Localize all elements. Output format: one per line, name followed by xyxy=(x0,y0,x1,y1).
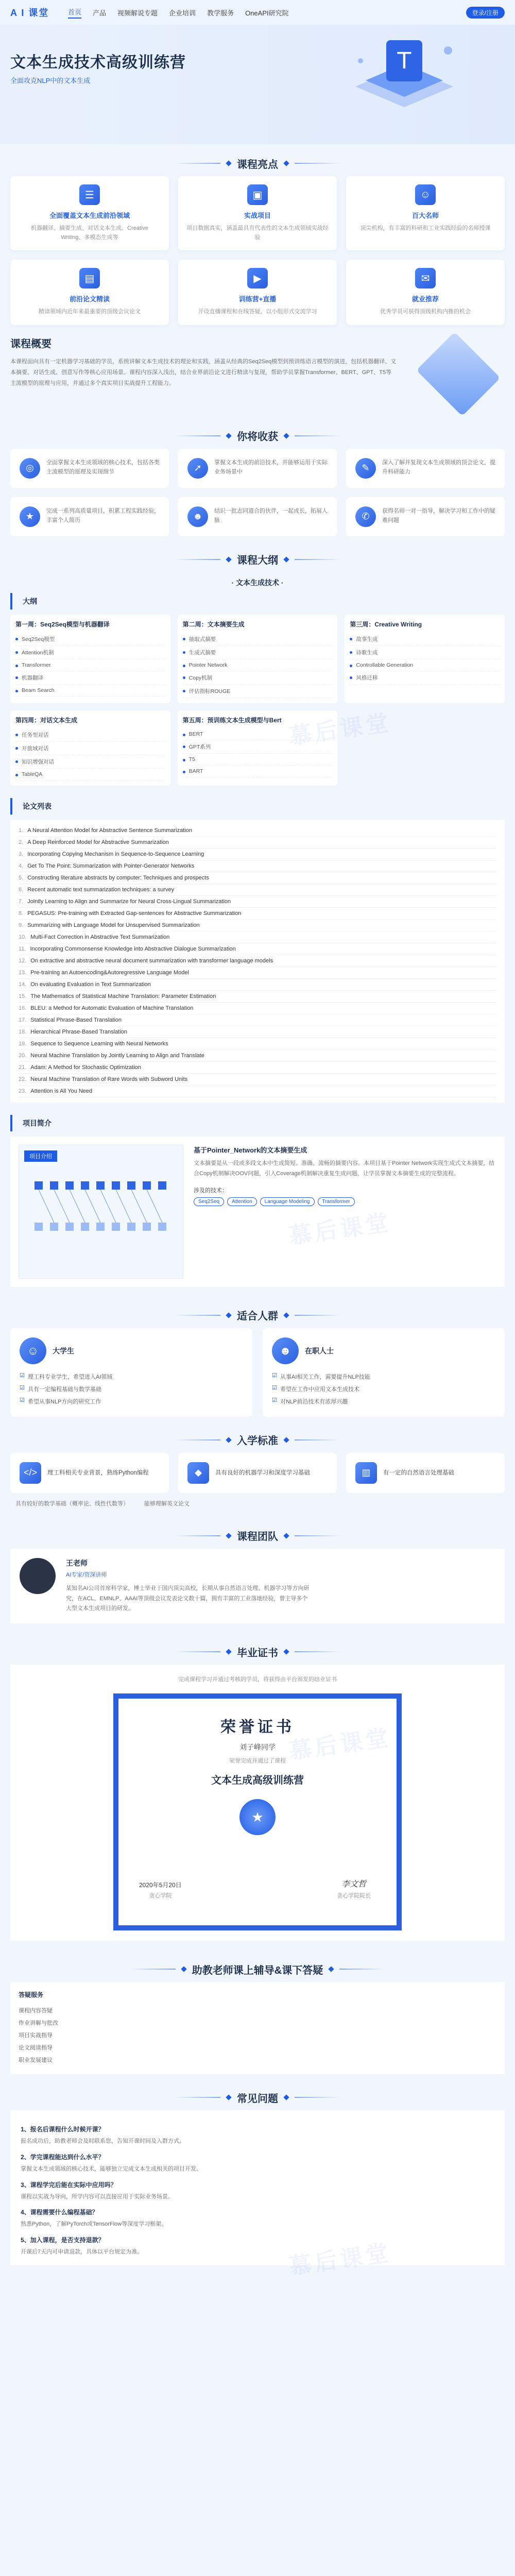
support-title: 助教老师课上辅导&课下答疑 xyxy=(0,1956,515,1982)
gain-item: ✆ 获得名师一对一指导，解决学习和工作中的疑难问题 xyxy=(346,497,505,536)
nav-item-products[interactable]: 产品 xyxy=(93,9,107,17)
paper-item: 9. Summarizing with Language Model for Unsupervised Summarization xyxy=(19,920,496,931)
paper-item: 18. Hierarchical Phrase-Based Translation xyxy=(19,1026,496,1038)
syllabus-columns xyxy=(0,615,515,786)
chart-icon: ▥ xyxy=(355,1462,377,1484)
overview-title: 课程概要 xyxy=(10,338,52,350)
code-icon: </> xyxy=(20,1462,41,1484)
gain-item: ➚ 掌握文本生成的前沿技术，并能够运用于实际业务场景中 xyxy=(178,449,337,488)
papers-list xyxy=(10,820,505,1103)
certificate-intro: 完成课程学习并通过考核的学员，将获得由平台颁发的结业证书 xyxy=(178,1676,337,1683)
faq-question[interactable]: 1、报名后课程什么时候开课？ xyxy=(21,2126,105,2133)
entry-notes: 具有较好的数学基础（概率论、线性代数等） 能够理解英文论文 xyxy=(15,1500,190,1507)
paper-item: 15. The Mathematics of Statistical Machine Translation: Parameter Estimation xyxy=(19,991,496,1003)
teacher-icon: ☺ xyxy=(415,184,436,205)
worker-icon: ☻ xyxy=(272,1337,299,1364)
faq-question[interactable]: 3、课程学完后能在实际中应用吗？ xyxy=(21,2181,117,2189)
paper-item: 23. Attention is All You Need xyxy=(19,1086,496,1097)
chat-icon: ✆ xyxy=(355,506,376,527)
overview-text: 本课程面向具有一定机器学习基础的学员，系统讲解文本生成技术的理论和实践，涵盖从经典的Seq2Seq模型到预训练语言模型的演进，包括机器翻译、文本摘要、对话生成、创意写作等核心应用场景。课程内容深入浅出，结合业界前沿论文进行精读与复现，帮助学员掌握Transformer、BERT、GPT、T5等主流模型的原理与应用，并通过多个真实项目实战提升工程能力。 xyxy=(10,358,397,386)
gain-item: ✎ 深入了解并复现文本生成领域的顶会论文，提升科研能力 xyxy=(346,449,505,488)
audience-grid xyxy=(0,1328,515,1417)
project-panel xyxy=(10,1137,505,1287)
audience-title: 适合人群 xyxy=(0,1302,515,1328)
layers-icon: ☰ xyxy=(79,184,100,205)
entry-item: ▥ 有一定的自然语言处理基础 xyxy=(346,1453,505,1493)
highlight-card: ▣ 实战项目 项目数据真实，涵盖最具有代表性的文本生成领域实战经验 xyxy=(178,176,337,250)
certificate-section xyxy=(10,1665,505,1941)
highlight-card: ☺ 百大名师 顶尖机构，有丰富的科研和工业实践经验的名师授课 xyxy=(346,176,505,250)
paper-item: 7. Jointly Learning to Align and Summarize for Neural Cross-Lingual Summarization xyxy=(19,896,496,908)
top-nav xyxy=(0,0,515,25)
paper-item: 5. Constructing literature abstracts by computer: Techniques and prospects xyxy=(19,872,496,884)
login-button[interactable]: 登录/注册 xyxy=(466,7,505,19)
paper-item: 21. Adam: A Method for Stochastic Optimization xyxy=(19,1062,496,1074)
gain-item: ◎ 全面掌握文本生成领域的核心技术，包括各类主流模型的原理及实现细节 xyxy=(10,449,169,488)
highlights-grid xyxy=(0,176,515,325)
hero-illustration xyxy=(345,30,464,133)
project-title: 项目简介 xyxy=(10,1115,505,1131)
syllabus-section-label: 大纲 xyxy=(10,593,505,609)
trophy-icon: ★ xyxy=(20,506,40,527)
highlight-card: ▶ 训练营+直播 开设直播课程和在线答疑，以小组形式交流学习 xyxy=(178,260,337,325)
paper-item: 12. On extractive and abstractive neural document summarization with transformer language models xyxy=(19,955,496,967)
live-icon: ▶ xyxy=(247,268,268,289)
svg-text:T: T xyxy=(397,48,411,74)
team-title: 课程团队 xyxy=(0,1523,515,1549)
paper-item: 22. Neural Machine Translation of Rare Words with Subword Units xyxy=(19,1074,496,1086)
teacher-desc: 某知名AI公司首席科学家，博士毕业于国内顶尖高校，长期从事自然语言处理、机器学习等方向研究，在ACL、EMNLP、AAAI等顶级会议发表论文数十篇，拥有丰富的工业落地经验，曾主导多个大型文本生成项目的研发。 xyxy=(66,1585,310,1612)
watermark: 慕后课堂 xyxy=(287,710,393,750)
briefcase-icon: ✉ xyxy=(415,268,436,289)
nav-item-enterprise[interactable]: 企业培训 xyxy=(169,9,196,17)
paper-item: 1. A Neural Attention Model for Abstractive Sentence Summarization xyxy=(19,825,496,837)
tech-tag: Transformer xyxy=(318,1197,355,1206)
overview-illustration xyxy=(416,332,500,416)
syllabus-week: 第四周：对话文本生成 任务型对话 开放域对话 知识增强对话 TableQA xyxy=(10,710,170,786)
tech-tag: Attention xyxy=(227,1197,256,1206)
entry-item: ◆ 具有良好的机器学习和深度学习基础 xyxy=(178,1453,337,1493)
faq-panel: 1、报名后课程什么时候开课？ 报名成功后，助教老师会及时联系您，告知开课时间及入群方式。 2、学完课程能达到什么水平？ 掌握文本生成领域的核心技术，能够独立完成文本生成相关的项目开发。 3、课程学完后能在实际中应用吗？ 课程以实战为导向，所学内容可以直接应用于实际业务场景。 4、课程需要什么编程基础？ 熟悉Python，了解PyTorch或TensorFlow等深度学习框架。 5、加入课程，是否支持退款？ 开课后7天内可申请退款，具体以平台规定为准。 xyxy=(10,2110,505,2265)
syllabus-week: 第一周：Seq2Seq模型与机器翻译 Seq2Seq模型 Attention机制 Transformer 机器翻译 Beam Search xyxy=(10,615,170,703)
project-diagram xyxy=(19,1145,183,1279)
faq-title: 常见问题 xyxy=(0,2084,515,2110)
entry-item: </> 理工科相关专业背景，熟练Python编程 xyxy=(10,1453,169,1493)
paper-item: 11. Incorporating Commonsense Knowledge into Abstractive Dialogue Summarization xyxy=(19,943,496,955)
entry-grid xyxy=(0,1453,515,1493)
certificate-image: 荣誉证书 刘子峰同学 荣誉完成并通过了课程 文本生成高级训练营 ★ 2020年5月20日 贪心学院 李文哲 贪心学院院长 xyxy=(113,1693,402,1930)
faq-question[interactable]: 5、加入课程，是否支持退款？ xyxy=(21,2236,105,2244)
teacher-name: 王老师 xyxy=(66,1558,88,1567)
project-tab[interactable]: 项目介绍 xyxy=(24,1150,57,1162)
paper-item: 4. Get To The Point: Summarization with Pointer-Generator Networks xyxy=(19,860,496,872)
certificate-title: 毕业证书 xyxy=(0,1639,515,1665)
faq-question[interactable]: 4、课程需要什么编程基础？ xyxy=(21,2209,98,2216)
project-name: 基于Pointer_Network的文本摘要生成 xyxy=(194,1146,307,1154)
rocket-icon: ➚ xyxy=(187,458,208,479)
course-overview xyxy=(0,325,515,423)
papers-title: 论文列表 xyxy=(10,798,505,815)
paper-item: 10. Multi-Fact Correction in Abstractive Text Summarization xyxy=(19,931,496,943)
gain-item: ★ 完成一系列高质量项目，积累工程实践经验，丰富个人简历 xyxy=(10,497,169,536)
teacher-avatar xyxy=(20,1558,56,1594)
tech-tag: Language Modeling xyxy=(260,1197,315,1206)
highlight-card: ✉ 就业推荐 优秀学员可获得顶级机构内推的机会 xyxy=(346,260,505,325)
paper-item: 17. Statistical Phrase-Based Translation xyxy=(19,1014,496,1026)
gains-grid xyxy=(0,449,515,536)
highlights-title: 课程亮点 xyxy=(0,150,515,176)
gains-title: 你将收获 xyxy=(0,423,515,449)
nav-item-home[interactable]: 首页 xyxy=(68,7,81,19)
syllabus-week: 第三周：Creative Writing 故事生成 诗歌生成 Controllable Generation 风格迁移 xyxy=(345,615,505,703)
paper-item: 6. Recent automatic text summarization techniques: a survey xyxy=(19,884,496,896)
paper-item: 3. Incorporating Copying Mechanism in Sequence-to-Sequence Learning xyxy=(19,849,496,860)
tech-tag: Seq2Seq xyxy=(194,1197,224,1206)
paper-icon: ✎ xyxy=(355,458,376,479)
paper-item: 2. A Deep Reinforced Model for Abstractive Summarization xyxy=(19,837,496,849)
audience-card: ☻ 在职人士 ☑ 从事AI相关工作，需要提升NLP技能 ☑ 希望在工作中应用文本生成技术 ☑ 对NLP前沿技术有浓厚兴趣 xyxy=(263,1328,505,1417)
paper-item: 19. Sequence to Sequence Learning with Neural Networks xyxy=(19,1038,496,1050)
gain-item: ☻ 结识一批志同道合的伙伴，一起成长，拓展人脉 xyxy=(178,497,337,536)
nav-item-institute[interactable]: OneAPI研究院 xyxy=(245,9,289,17)
syllabus-week: 第二周：文本摘要生成 抽取式摘要 生成式摘要 Pointer Network Copy机制 评估指标ROUGE xyxy=(178,615,338,703)
medal-icon: ★ xyxy=(239,1799,276,1835)
teacher-card xyxy=(10,1549,505,1623)
nav-item-teaching[interactable]: 教学服务 xyxy=(207,9,234,17)
syllabus-week: 第五周：预训练文本生成模型与Bert BERT GPT系列 T5 BART xyxy=(178,710,338,786)
paper-item: 8. PEGASUS: Pre-training with Extracted Gap-sentences for Abstractive Summarization xyxy=(19,908,496,920)
teacher-role: AI专家/资深讲师 xyxy=(66,1571,107,1578)
tech-label: 涉及的技术： xyxy=(194,1188,228,1194)
audience-card: ☺ 大学生 ☑ 理工科专业学生，希望进入AI领域 ☑ 具有一定编程基础与数学基础 ☑ 希望从事NLP方向的研究工作 xyxy=(10,1328,252,1417)
hero-banner xyxy=(0,25,515,144)
highlight-card: ☰ 全面覆盖文本生成前沿领域 机器翻译、摘要生成、对话文本生成、Creative Writing、多模态生成等 xyxy=(10,176,169,250)
paper-item: 14. On evaluating Evaluation in Text Summarization xyxy=(19,979,496,991)
faq-question[interactable]: 2、学完课程能达到什么水平？ xyxy=(21,2153,105,2161)
site-logo[interactable]: A I 课堂 xyxy=(10,8,49,18)
project-icon: ▣ xyxy=(247,184,268,205)
paper-item: 16. BLEU: a Method for Automatic Evaluation of Machine Translation xyxy=(19,1003,496,1014)
highlight-card: ▤ 前沿论文精读 精读领域内近年来最重要的顶级会议论文 xyxy=(10,260,169,325)
support-panel: 答疑服务 课程内容答疑 作业讲解与批改 项目实战指导 论文阅读指导 职业发展建议 xyxy=(10,1982,505,2074)
nav-item-video[interactable]: 视频解说专题 xyxy=(117,9,158,17)
page-title: 文本生成技术高级训练营 xyxy=(10,54,186,71)
target-icon: ◎ xyxy=(20,458,40,479)
syllabus-title: 课程大纲 xyxy=(0,547,515,572)
paper-item: 20. Neural Machine Translation by Jointly Learning to Align and Translate xyxy=(19,1050,496,1062)
cube-icon: ◆ xyxy=(187,1462,209,1484)
people-icon: ☻ xyxy=(187,506,208,527)
entry-title: 入学标准 xyxy=(0,1427,515,1453)
page-subtitle: 全面攻克NLP中的文本生成 xyxy=(10,77,91,84)
student-icon: ☺ xyxy=(20,1337,46,1364)
syllabus-subtitle: · 文本生成技术 · xyxy=(231,578,284,587)
project-desc: 文本摘要是从一段或多段文本中生成简短、准确、流畅的摘要内容。本项目基于Pointer Network实现生成式文本摘要，结合Copy机制解决OOV问题，引入Coverage机制解决重复生成问题，让学员掌握文本摘要生成的完整流程。 xyxy=(194,1160,495,1177)
book-icon: ▤ xyxy=(79,268,100,289)
paper-item: 13. Pre-training an Autoencoding&Autoregressive Language Model xyxy=(19,967,496,979)
